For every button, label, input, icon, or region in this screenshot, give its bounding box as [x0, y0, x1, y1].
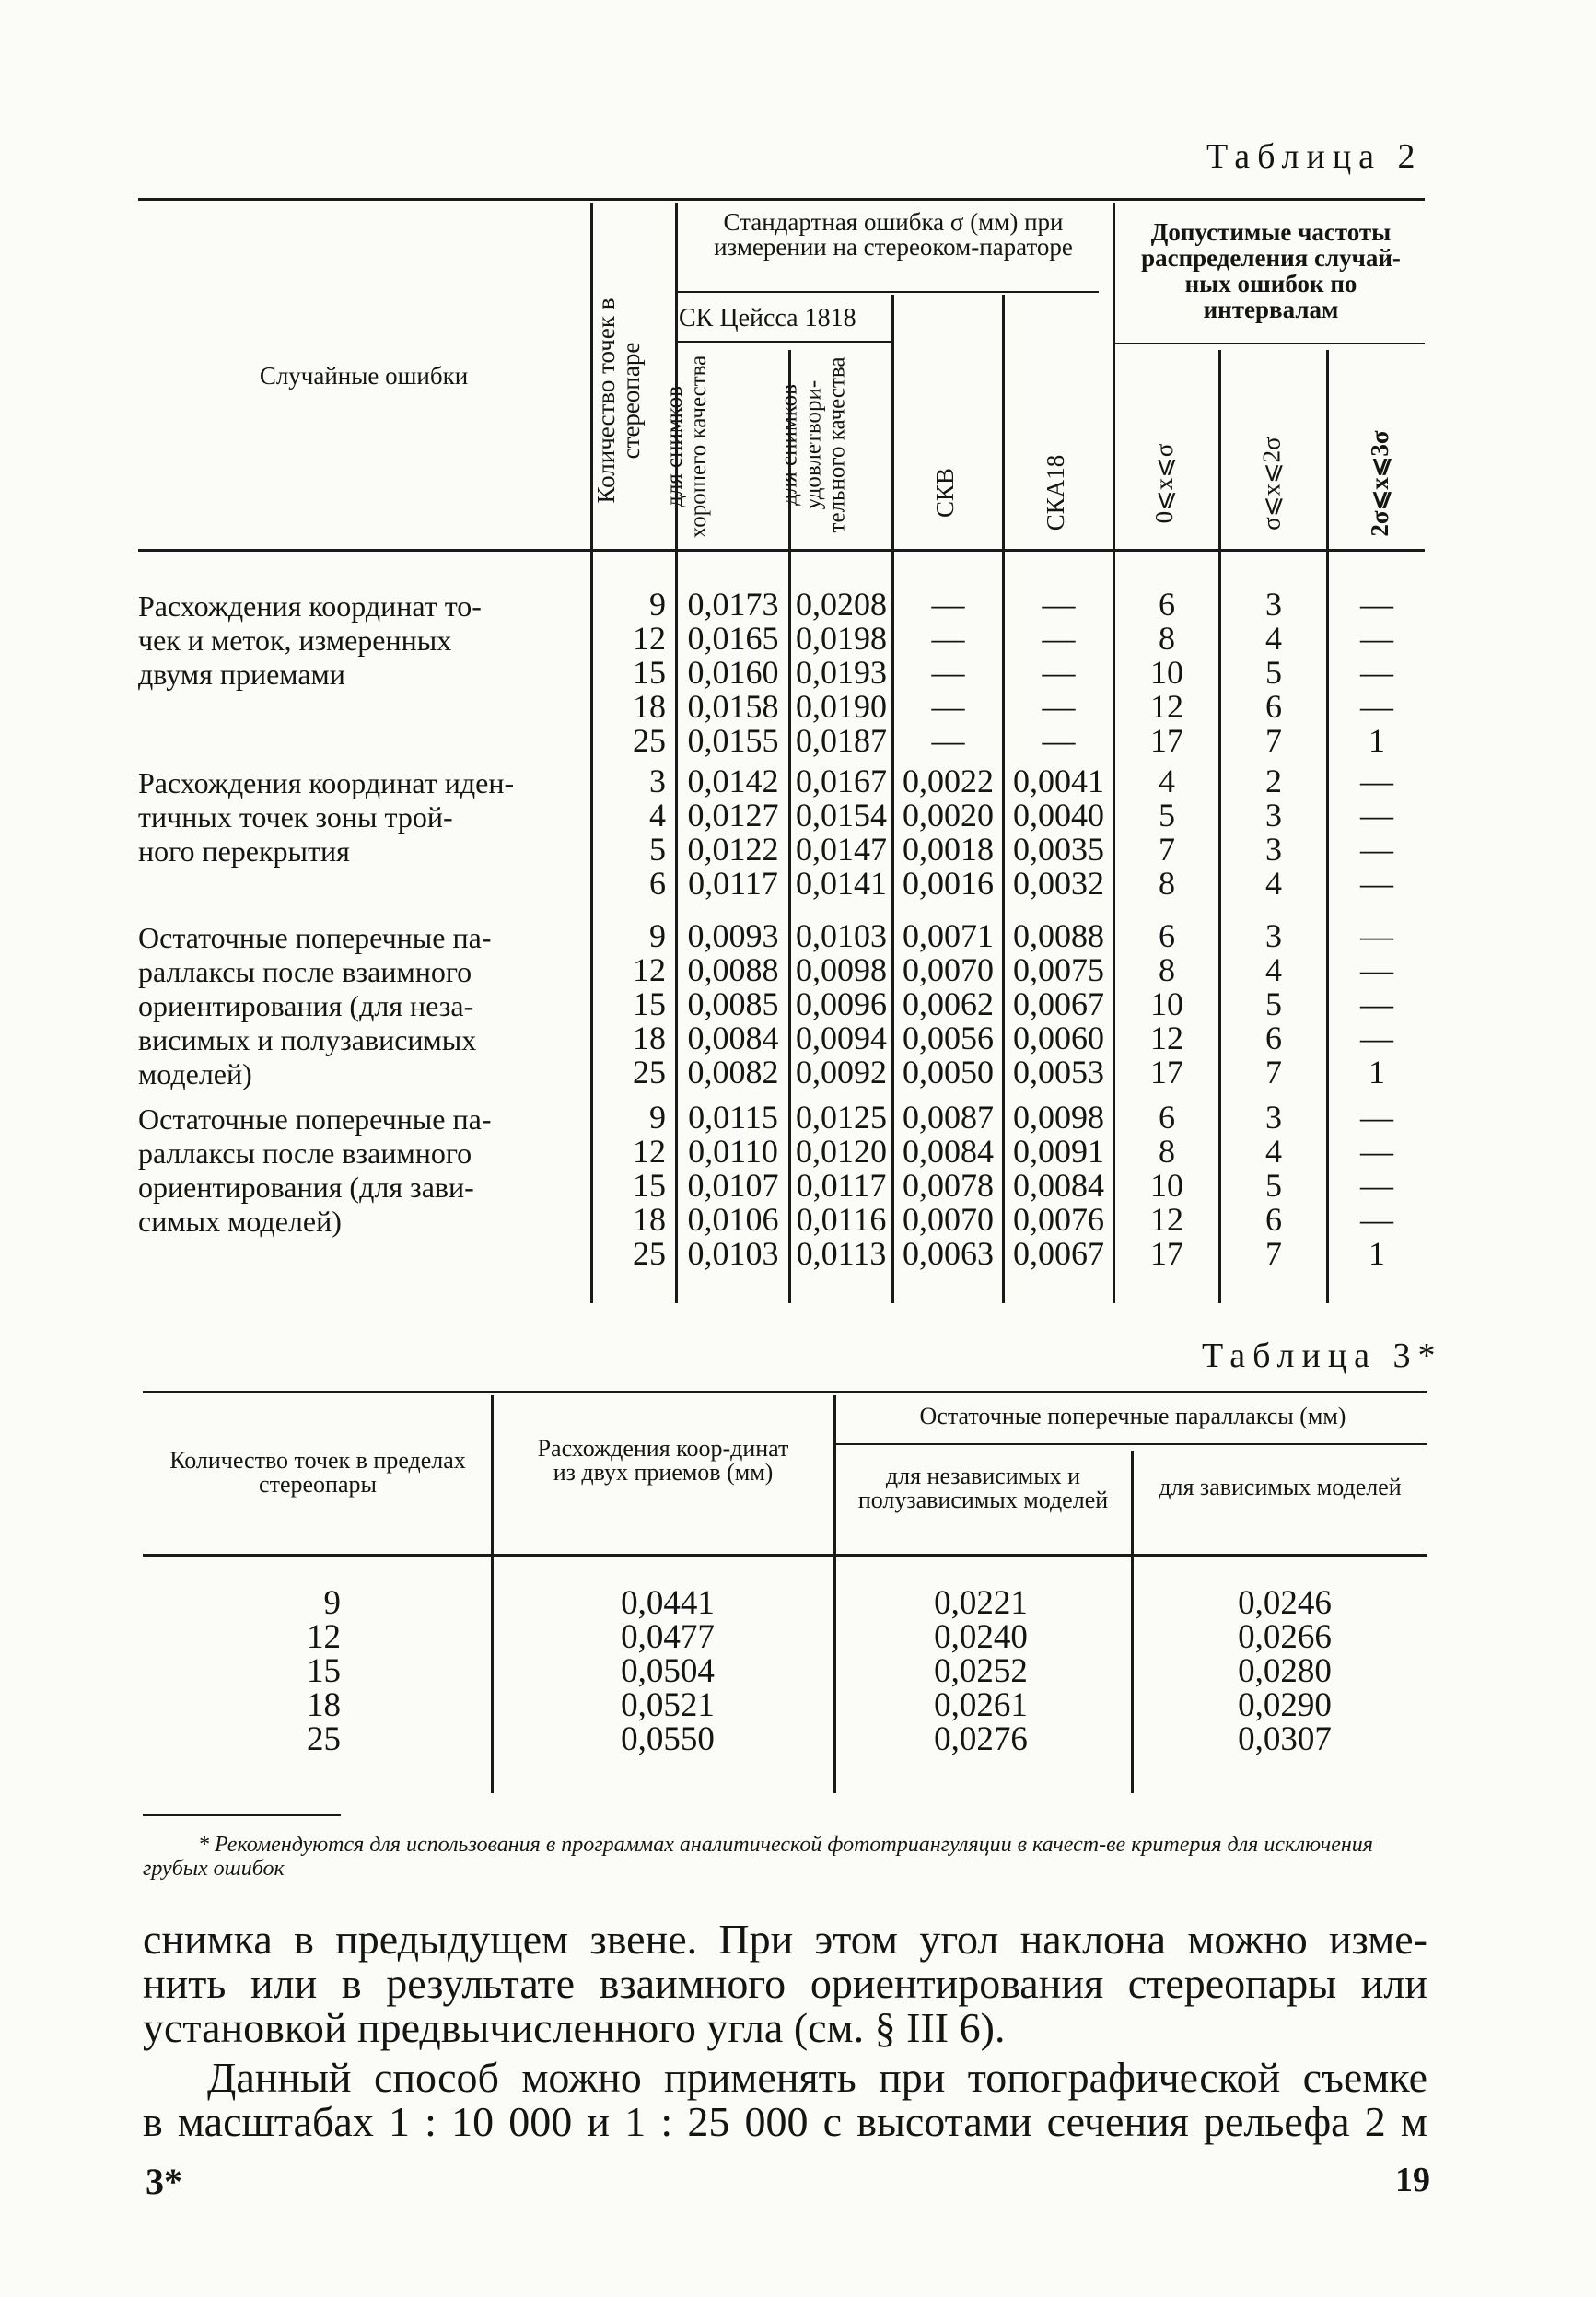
- t2-interval1-header: 0⩽x⩽σ: [1150, 443, 1178, 524]
- t3-vrule-1: [491, 1395, 494, 1793]
- t3-independent-header: для независимых и полузависимых моделей: [857, 1463, 1109, 1513]
- t3-sub-rule: [836, 1443, 1427, 1445]
- t2-row-label: Остаточные поперечные па- раллаксы после взаимного ориентирования (для неза- висимых и полузависимых моделей): [138, 921, 492, 1090]
- t2-ska-values: — — — — —: [1042, 586, 1076, 759]
- t2-skv-values: — — — — —: [931, 586, 965, 759]
- t2-row-label: Расхождения координат то- чек и меток, измеренных двумя приемами: [138, 589, 482, 691]
- t2-count-header: Количество точек в стереопаре: [592, 297, 645, 504]
- t2-f3-values: — — — — 1: [1360, 586, 1393, 759]
- t2-interval3-header: 2σ⩽x⩽3σ: [1366, 430, 1393, 537]
- footnote-rule: [143, 1814, 341, 1816]
- t3-vrule-2: [833, 1395, 836, 1793]
- t2-f2-values: 3 4 5 6 7: [1265, 586, 1282, 759]
- t2-counts: 9 12 15 18 25: [633, 1099, 666, 1272]
- t2-counts: 3 4 5 6: [649, 763, 666, 902]
- signature-mark: 3*: [146, 2161, 182, 2202]
- t2-row-label: Остаточные поперечные па- раллаксы после взаимного ориентирования (для зави- симых моделей): [138, 1102, 492, 1238]
- body-paragraph-2: Данный способ можно применять при топографической съемке в масштабах 1 : 10 000 и 1 : 25 000 с высотами сечения рельефа 2 м: [143, 2054, 1427, 2145]
- t2-f1-values: 4 5 7 8: [1159, 763, 1175, 902]
- t2-freq-group-header: Допустимые частоты распределения случай-ных ошибок по интервалам: [1141, 218, 1401, 323]
- t3-parallax-group-header: Остаточные поперечные параллаксы (мм): [919, 1403, 1346, 1429]
- t2-ska-values: 0,0088 0,0075 0,0067 0,0060 0,0053: [1013, 917, 1104, 1090]
- t2-sat-quality-header: для снимков удовлетвори-тельного качества: [776, 356, 850, 533]
- t3-count-header: Количество точек в пределах стереопары: [169, 1447, 466, 1498]
- t2-f3-values: — — — — 1: [1360, 917, 1393, 1090]
- t2-freq-rule: [1114, 343, 1425, 344]
- t2-f3-values: — — — —: [1360, 763, 1393, 902]
- t2-good-values: 0,0115 0,0110 0,0107 0,0106 0,0103: [687, 1099, 779, 1272]
- t3-top-rule: [143, 1391, 1427, 1393]
- t2-good-values: 0,0142 0,0127 0,0122 0,0117: [687, 763, 779, 902]
- t2-f1-values: 6 8 10 12 17: [1150, 1099, 1183, 1272]
- t2-sat-values: 0,0125 0,0120 0,0117 0,0116 0,0113: [796, 1099, 887, 1272]
- t3-vrule-3: [1131, 1451, 1134, 1793]
- t2-good-values: 0,0173 0,0165 0,0160 0,0158 0,0155: [687, 586, 779, 759]
- t2-sat-values: 0,0167 0,0154 0,0147 0,0141: [796, 763, 887, 902]
- t2-f1-values: 6 8 10 12 17: [1150, 586, 1183, 759]
- t2-header-bottom-rule: [138, 549, 1425, 552]
- t2-skv-values: 0,0022 0,0020 0,0018 0,0016: [903, 763, 994, 902]
- t3-diff-header: Расхождения коор-динат из двух приемов (мм): [537, 1435, 789, 1486]
- t2-f1-values: 6 8 10 12 17: [1150, 917, 1183, 1090]
- t2-ska-values: 0,0098 0,0091 0,0084 0,0076 0,0067: [1013, 1099, 1104, 1272]
- t2-good-quality-header: для снимков хорошего качества: [662, 355, 711, 539]
- t3-dependent-header: для зависимых моделей: [1159, 1474, 1402, 1500]
- t2-interval2-header: σ⩽x⩽2σ: [1257, 437, 1286, 531]
- t2-std-rule: [675, 291, 1099, 293]
- t2-f2-values: 3 4 5 6 7: [1265, 917, 1282, 1090]
- t3-diff-values: 0,0441 0,0477 0,0504 0,0521 0,0550: [621, 1584, 715, 1758]
- t2-good-values: 0,0093 0,0088 0,0085 0,0084 0,0082: [687, 917, 779, 1090]
- t2-sat-values: 0,0103 0,0098 0,0096 0,0094 0,0092: [796, 917, 887, 1090]
- t2-row-label: Расхождения координат иден- тичных точек зоны трой- ного перекрытия: [138, 766, 515, 868]
- t2-skv-header: СКВ: [931, 467, 959, 519]
- t2-counts: 9 12 15 18 25: [633, 586, 666, 759]
- t3-header-bottom-rule: [143, 1554, 1427, 1557]
- t2-counts: 9 12 15 18 25: [633, 917, 666, 1090]
- t2-std-group-header: Стандартная ошибка σ (мм) при измерении на стереоком-параторе: [714, 208, 1073, 261]
- t2-sat-values: 0,0208 0,0198 0,0193 0,0190 0,0187: [796, 586, 887, 759]
- t2-row-label-header: Случайные ошибки: [259, 362, 469, 390]
- t2-f3-values: — — — — 1: [1360, 1099, 1393, 1272]
- t2-ska-values: 0,0041 0,0040 0,0035 0,0032: [1013, 763, 1104, 902]
- t3-dependent-values: 0,0246 0,0266 0,0280 0,0290 0,0307: [1238, 1584, 1332, 1758]
- table3-title: Таблица 3*: [1202, 1336, 1443, 1375]
- t2-f2-values: 2 3 3 4: [1265, 763, 1282, 902]
- page-number: 19: [1395, 2161, 1430, 2199]
- t2-skv-values: 0,0087 0,0084 0,0078 0,0070 0,0063: [903, 1099, 994, 1272]
- footnote: * Рекомендуются для использования в программах аналитической фототриангуляции в качест-ве критерия для исключения грубых ошибок: [143, 1833, 1373, 1881]
- table2-title: Таблица 2: [1206, 137, 1423, 176]
- t2-skv-values: 0,0071 0,0070 0,0062 0,0056 0,0050: [903, 917, 994, 1090]
- t2-zeiss-header: СК Цейсса 1818: [679, 304, 856, 332]
- body-paragraph-1: снимка в предыдущем звене. При этом угол наклона можно изме- нить или в результате взаимного ориентирования стереопары или установкой предвычисленного угла (см. § III 6).: [143, 1916, 1427, 2051]
- t3-counts: 9 12 15 18 25: [307, 1584, 341, 1758]
- t2-top-rule: [138, 198, 1425, 201]
- t3-independent-values: 0,0221 0,0240 0,0252 0,0261 0,0276: [934, 1584, 1028, 1758]
- t2-f2-values: 3 4 5 6 7: [1265, 1099, 1282, 1272]
- t2-ska18-header: СКА18: [1042, 454, 1069, 531]
